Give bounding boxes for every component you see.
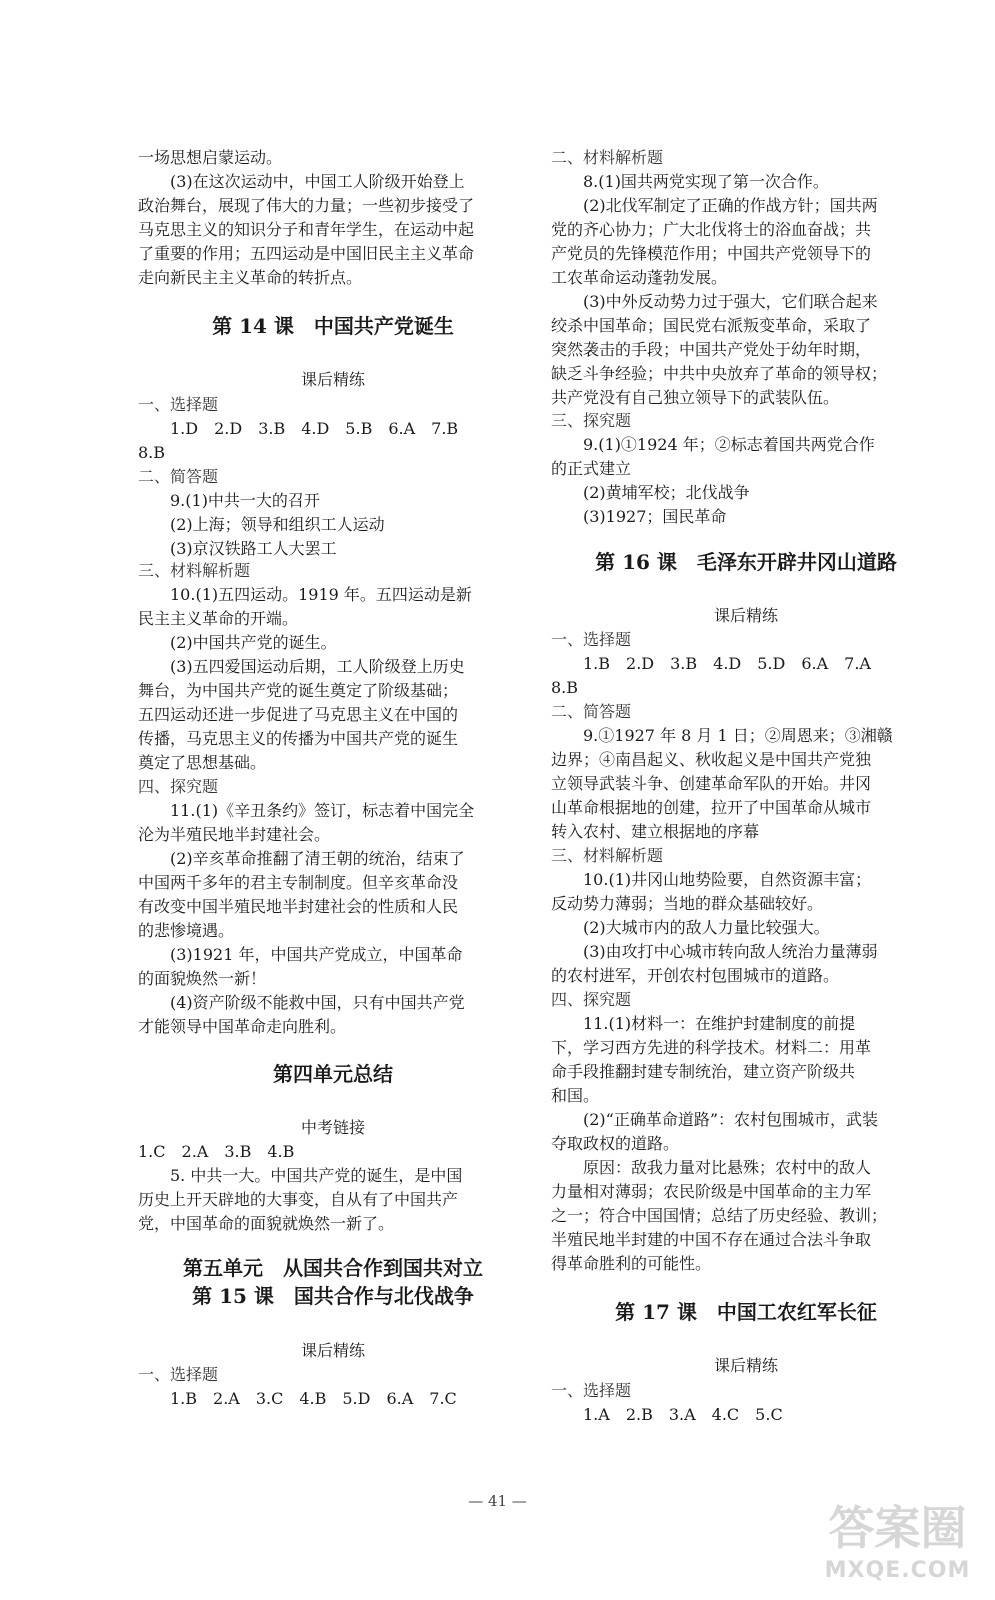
text-line: (3)在这次运动中，中国工人阶级开始登上 [170, 172, 465, 191]
text-line: 突然袭击的手段；中国共产党处于幼年时期， [551, 340, 872, 359]
text-line: 原因：敌我力量对比悬殊；农村中的敌人 [583, 1158, 872, 1177]
page-number: — 41 — [468, 1492, 527, 1510]
text-line: 之一；符合中国国情；总结了历史经验、教训； [551, 1206, 888, 1225]
section-label: 一、选择题 [551, 1381, 632, 1400]
text-line: 奠定了思想基础。 [138, 753, 267, 772]
text-line: (3)中外反动势力过于强大，它们联合起来 [583, 292, 878, 311]
watermark-line2: MXQE.COM [824, 1558, 971, 1583]
text-line: 得革命胜利的可能性。 [551, 1254, 712, 1273]
section-label: 一、选择题 [551, 630, 632, 649]
text-line: (2)大城市内的敌人力量比较强大。 [583, 918, 830, 937]
text-line: 产党员的先锋模范作用；中国共产党领导下的 [551, 244, 872, 263]
text-line: 党的齐心协力；广大北伐将士的浴血奋战；共 [551, 220, 872, 239]
text-line: 立领导武装斗争、创建革命军队的开始。井冈 [551, 774, 872, 793]
text-line: (2)黄埔军校；北伐战争 [583, 483, 750, 502]
text-line: 中国两千多年的君主专制制度。但辛亥革命没 [138, 873, 459, 892]
text-line: 的正式建立 [551, 459, 632, 478]
text-line: 缺乏斗争经验；中共中央放弃了革命的领导权； [551, 364, 888, 383]
lesson-heading: 第 15 课 国共合作与北伐战争 [192, 1284, 474, 1308]
text-line: 了重要的作用；五四运动是中国旧民主主义革命 [138, 244, 475, 263]
text-line: 1.A 2.B 3.A 4.C 5.C [583, 1405, 783, 1424]
section-label: 二、简答题 [138, 467, 219, 486]
text-line: 历史上开天辟地的大事变，自从有了中国共产 [138, 1190, 459, 1209]
text-line: (3)五四爱国运动后期，工人阶级登上历史 [170, 657, 465, 676]
text-line: 10.(1)五四运动。1919 年。五四运动是新 [170, 585, 472, 604]
text-line: 共产党没有自己独立领导下的武装队伍。 [551, 388, 840, 407]
text-line: 政治舞台，展现了伟大的力量；一些初步接受了 [138, 196, 475, 215]
text-line: (2)辛亥革命推翻了清王朝的统治，结束了 [170, 849, 465, 868]
text-line: 绞杀中国革命；国民党右派叛变革命，采取了 [551, 316, 872, 335]
subheading: 中考链接 [300, 1118, 365, 1137]
text-line: 才能领导中国革命走向胜利。 [138, 1017, 347, 1036]
text-line: 沦为半殖民地半封建社会。 [138, 825, 331, 844]
text-line: 1.B 2.D 3.B 4.D 5.D 6.A 7.A [583, 654, 871, 673]
subheading: 课后精练 [300, 370, 365, 389]
lesson-heading: 第四单元总结 [273, 1062, 393, 1086]
lesson-heading: 第五单元 从国共合作到国共对立 [183, 1256, 483, 1280]
text-line: 下，学习西方先进的科学技术。材料二：用革 [551, 1038, 872, 1057]
watermark-logo [810, 1500, 985, 1596]
text-line: (2)北伐军制定了正确的作战方针；国共两 [583, 196, 878, 215]
lesson-heading: 第 16 课 毛泽东开辟井冈山道路 [595, 550, 897, 574]
section-label: 三、探究题 [551, 411, 632, 430]
section-label: 四、探究题 [138, 777, 219, 796]
section-label: 二、简答题 [551, 702, 632, 721]
text-line: 五四运动还进一步促进了马克思主义在中国的 [138, 705, 459, 724]
text-line: 反动势力薄弱；当地的群众基础较好。 [551, 894, 824, 913]
text-line: 8.B [138, 443, 166, 462]
text-line: 夺取政权的道路。 [551, 1134, 680, 1153]
subheading: 课后精练 [713, 1356, 778, 1375]
text-line: (2)上海；领导和组织工人运动 [170, 515, 385, 534]
text-line: 1.D 2.D 3.B 4.D 5.B 6.A 7.B [170, 419, 459, 438]
text-line: 8.(1)国共两党实现了第一次合作。 [583, 172, 829, 191]
text-line: 边界；④南昌起义、秋收起义是中国共产党独 [551, 750, 872, 769]
text-line: 传播，马克思主义的传播为中国共产党的诞生 [138, 729, 459, 748]
text-line: 9.(1)中共一大的召开 [170, 491, 320, 510]
text-line: 一场思想启蒙运动。 [138, 148, 283, 167]
text-line: 和国。 [551, 1086, 600, 1105]
text-line: 的面貌焕然一新！ [138, 969, 267, 988]
text-line: 的悲惨境遇。 [138, 921, 235, 940]
section-label: 一、选择题 [138, 1365, 219, 1384]
subheading: 课后精练 [713, 606, 778, 625]
text-line: (3)1927；国民革命 [583, 507, 727, 526]
text-line: 1.B 2.A 3.C 4.B 5.D 6.A 7.C [170, 1389, 457, 1408]
text-line: (4)资产阶级不能救中国，只有中国共产党 [170, 993, 465, 1012]
text-line: 工农革命运动蓬勃发展。 [551, 268, 728, 287]
text-line: 8.B [551, 678, 579, 697]
text-line: 民主主义革命的开端。 [138, 609, 299, 628]
lesson-heading: 第 17 课 中国工农红军长征 [615, 1300, 877, 1324]
text-line: (2)“正确革命道路”：农村包围城市，武装 [583, 1110, 879, 1129]
text-line: (3)由攻打中心城市转向敌人统治力量薄弱 [583, 942, 878, 961]
lesson-heading: 第 14 课 中国共产党诞生 [212, 314, 454, 338]
text-line: 转入农村、建立根据地的序幕 [551, 822, 760, 841]
section-label: 一、选择题 [138, 395, 219, 414]
text-line: 9.(1)①1924 年；②标志着国共两党合作 [583, 435, 875, 454]
text-line: 5. 中共一大。中国共产党的诞生，是中国 [170, 1166, 463, 1185]
text-line: 11.(1)《辛丑条约》签订，标志着中国完全 [170, 801, 475, 820]
subheading: 课后精练 [300, 1341, 365, 1360]
text-line: 9.①1927 年 8 月 1 日；②周恩来；③湘赣 [583, 726, 893, 745]
section-label: 二、材料解析题 [551, 148, 664, 167]
text-line: (3)京汉铁路工人大罢工 [170, 539, 337, 558]
section-label: 三、材料解析题 [138, 561, 251, 580]
text-line: 10.(1)井冈山地势险要，自然资源丰富； [583, 870, 872, 889]
text-line: 党，中国革命的面貌就焕然一新了。 [138, 1214, 395, 1233]
section-label: 四、探究题 [551, 990, 632, 1009]
text-line: 走向新民主主义革命的转折点。 [138, 268, 363, 287]
text-line: 舞台，为中国共产党的诞生奠定了阶级基础； [138, 681, 459, 700]
watermark-line1: 答案圈 [828, 1501, 967, 1555]
text-line: 力量相对薄弱；农民阶级是中国革命的主力军 [551, 1182, 872, 1201]
text-line: 1.C 2.A 3.B 4.B [138, 1142, 295, 1161]
text-line: 的农村进军，开创农村包围城市的道路。 [551, 966, 840, 985]
text-line: 有改变中国半殖民地半封建社会的性质和人民 [138, 897, 459, 916]
text-line: 马克思主义的知识分子和青年学生，在运动中起 [138, 220, 475, 239]
text-line: (2)中国共产党的诞生。 [170, 633, 337, 652]
text-line: 山革命根据地的创建，拉开了中国革命从城市 [551, 798, 872, 817]
text-line: 半殖民地半封建的中国不存在通过合法斗争取 [551, 1230, 872, 1249]
section-label: 三、材料解析题 [551, 846, 664, 865]
text-line: 11.(1)材料一：在维护封建制度的前提 [583, 1014, 856, 1033]
text-line: (3)1921 年，中国共产党成立，中国革命 [170, 945, 463, 964]
text-line: 命手段推翻封建专制统治，建立资产阶级共 [551, 1062, 856, 1081]
